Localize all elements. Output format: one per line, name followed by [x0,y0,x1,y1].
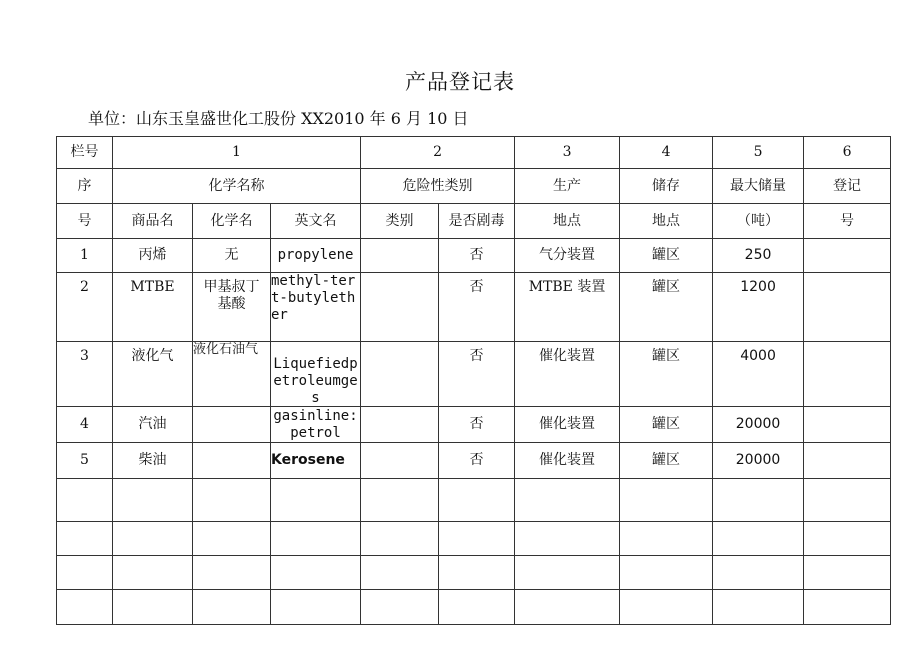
location-cell: 催化装置 [515,407,620,443]
toxic-cell: 否 [439,342,515,407]
storage-header-top: 储存 [620,169,713,204]
trade-name-cell: MTBE [113,273,193,342]
production-header-top: 生产 [515,169,620,204]
header-row-2 [57,204,891,239]
header-row-1 [57,169,891,204]
english-name-header: 英文名 [271,204,361,239]
page-title: 产品登记表 [405,70,515,94]
col-number-5: 5 [713,137,804,169]
english-name-cell: gasinline:petrol [271,407,361,443]
max-storage-header-top: 最大储量 [713,169,804,204]
empty-row [57,556,891,590]
reg-cell [804,239,891,273]
unit-line: 单位：山东玉皇盛世化工股份 XX2010 年 6 月 10 日 [88,109,469,128]
toxic-cell: 否 [439,443,515,479]
chem-name-cell: 液化石油气 [193,342,271,407]
location-cell: 催化装置 [515,443,620,479]
reg-header-bottom: 号 [804,204,891,239]
table-row [57,407,891,443]
category-cell [361,407,439,443]
category-cell [361,443,439,479]
empty-row [57,590,891,625]
col-number-4: 4 [620,137,713,169]
table-row [57,443,891,479]
empty-row [57,479,891,522]
col-number-3: 3 [515,137,620,169]
max-storage-header-bottom: （吨） [713,204,804,239]
col-number-6: 6 [804,137,891,169]
col-label: 栏号 [57,137,113,169]
chem-name-line-1: 甲基叔丁 [203,279,260,295]
trade-name-header: 商品名 [113,204,193,239]
col-number-1: 1 [113,137,361,169]
english-name-cell: methyl-tert-butylether [271,273,361,342]
chem-name-cell [193,443,271,479]
trade-name-cell: 液化气 [113,342,193,407]
reg-cell [804,342,891,407]
seq-cell: 4 [57,407,113,443]
table-row [57,273,891,342]
chem-name-cell [193,273,271,342]
category-cell [361,273,439,342]
toxic-header: 是否剧毒 [439,204,515,239]
seq-cell: 1 [57,239,113,273]
location-cell: 气分装置 [515,239,620,273]
toxic-cell: 否 [439,273,515,342]
chem-name-header: 化学名 [193,204,271,239]
trade-name-cell: 汽油 [113,407,193,443]
seq-cell: 2 [57,273,113,342]
column-number-row [57,137,891,169]
trade-name-cell: 柴油 [113,443,193,479]
english-name-cell: Liquefiedpetroleumges [271,342,361,407]
category-cell [361,239,439,273]
storage-cell: 罐区 [620,342,713,407]
seq-header-top: 序 [57,169,113,204]
storage-cell: 罐区 [620,443,713,479]
max-storage-cell: 4000 [713,342,804,407]
reg-header-top: 登记 [804,169,891,204]
production-header-bottom: 地点 [515,204,620,239]
max-storage-cell: 20000 [713,407,804,443]
reg-cell [804,443,891,479]
reg-cell [804,407,891,443]
chem-name-cell: 无 [193,239,271,273]
toxic-cell: 否 [439,239,515,273]
table-row [57,342,891,407]
seq-header-bottom: 号 [57,204,113,239]
seq-cell: 5 [57,443,113,479]
category-header: 类别 [361,204,439,239]
storage-cell: 罐区 [620,407,713,443]
product-registration-table [56,136,891,625]
empty-row [57,522,891,556]
max-storage-cell: 1200 [713,273,804,342]
chem-name-group-header: 化学名称 [113,169,361,204]
english-name-cell: propylene [271,239,361,273]
seq-cell: 3 [57,342,113,407]
storage-header-bottom: 地点 [620,204,713,239]
chem-name-cell [193,407,271,443]
max-storage-cell: 20000 [713,443,804,479]
chem-name-line-2: 基酸 [217,295,246,312]
table-row [57,239,891,273]
location-cell: 催化装置 [515,342,620,407]
english-name-cell: Kerosene [271,443,361,479]
col-number-2: 2 [361,137,515,169]
max-storage-cell: 250 [713,239,804,273]
toxic-cell: 否 [439,407,515,443]
hazard-group-header: 危险性类别 [361,169,515,204]
location-cell: MTBE 装置 [515,273,620,342]
reg-cell [804,273,891,342]
category-cell [361,342,439,407]
storage-cell: 罐区 [620,273,713,342]
storage-cell: 罐区 [620,239,713,273]
trade-name-cell: 丙烯 [113,239,193,273]
